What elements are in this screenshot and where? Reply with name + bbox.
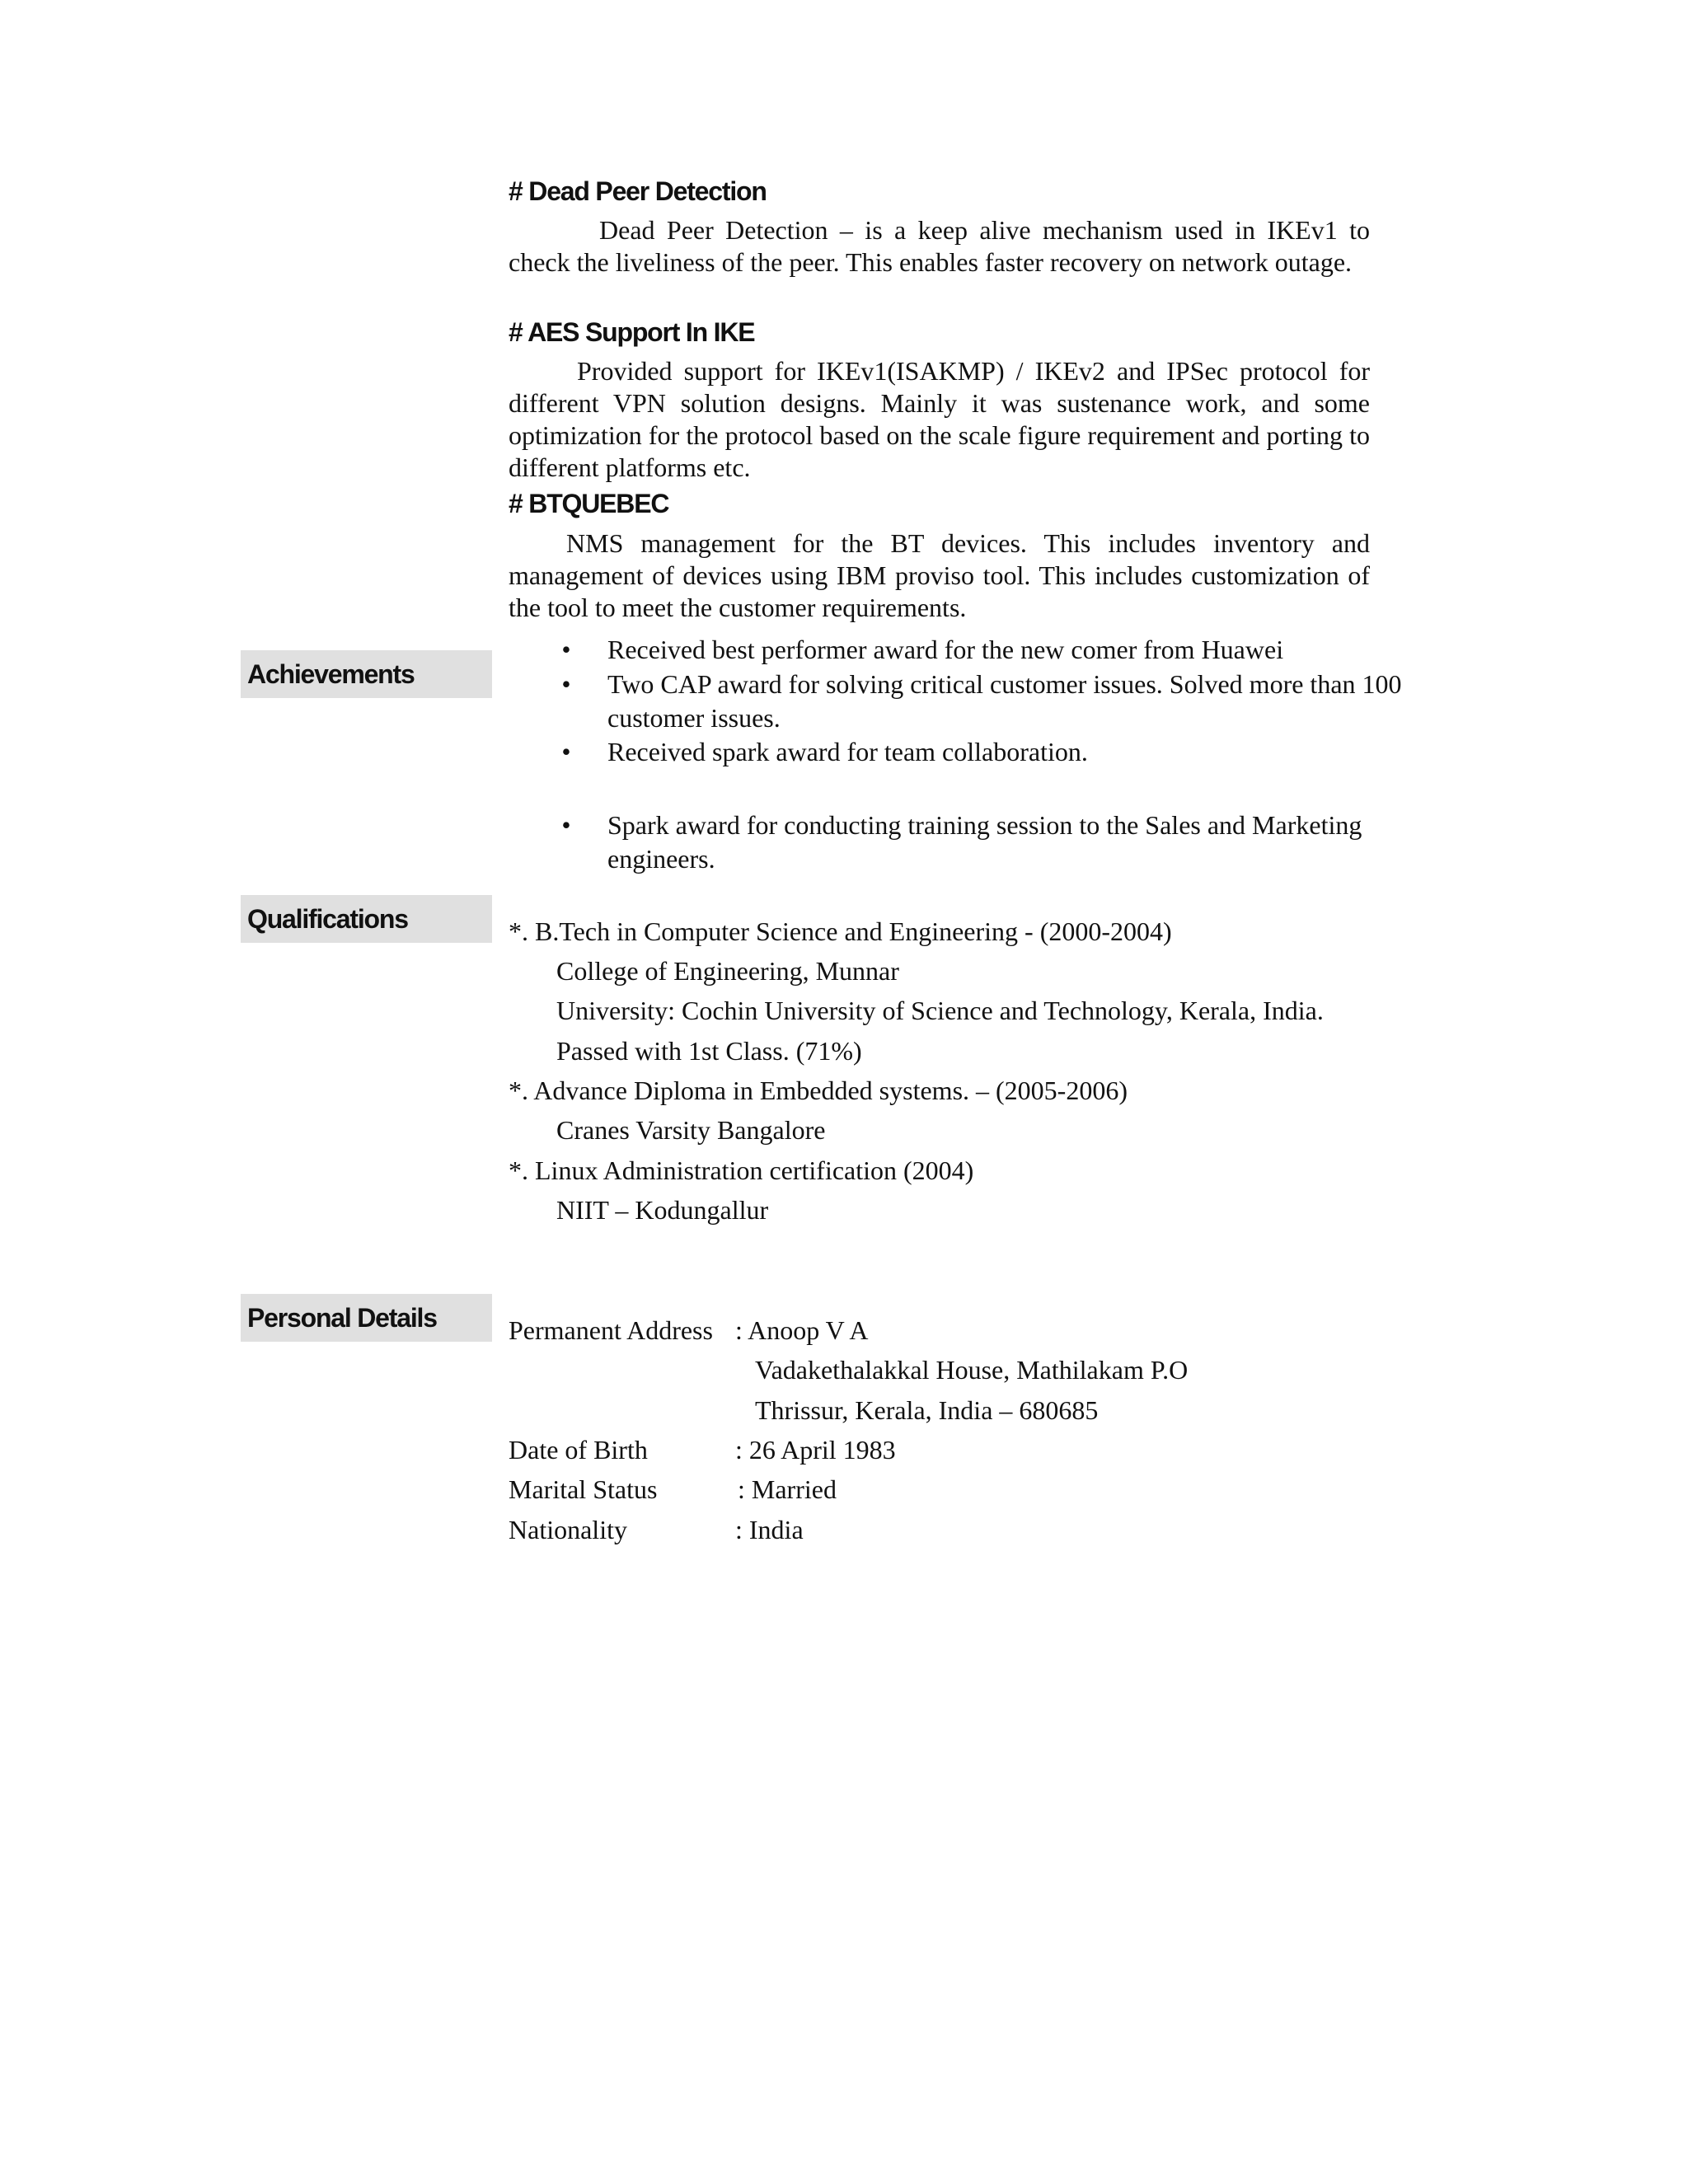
achievement-item	[509, 735, 1415, 769]
permanent-address-value: Vadakethalakkal House, Mathilakam P.O	[755, 1355, 1189, 1385]
nationality-value: : India	[735, 1515, 804, 1544]
project-text-aes-support: Provided support for IKEv1(ISAKMP) / IKEv2 and IPSec protocol for different VPN solution designs. Mainly it was sustenance work, and some optimization for the protocol based on the scale figure requirement and porting to different platforms etc.	[509, 356, 1370, 482]
achievement-text: Spark award for conducting training session to the Sales and Marketing engineers.	[607, 810, 1362, 874]
nationality-label: Nationality	[509, 1515, 627, 1544]
achievement-item	[509, 633, 1415, 667]
date-of-birth-value: : 26 April 1983	[735, 1435, 896, 1465]
project-text-btquebec: NMS management for the BT devices. This includes inventory and management of devices using IBM proviso tool. This includes customization of the tool to meet the customer requirements.	[509, 528, 1370, 622]
permanent-address-value: Thrissur, Kerala, India – 680685	[755, 1395, 1099, 1425]
project-heading-aes-support: # AES Support In IKE	[509, 317, 755, 347]
bullet-icon: •	[561, 635, 571, 664]
bullet-icon: •	[561, 669, 571, 699]
achievement-item	[509, 668, 1415, 735]
qualification-diploma: *. Advance Diploma in Embedded systems. – (2005-2006)	[509, 1076, 1128, 1105]
qualification-detail: University: Cochin University of Science and Technology, Kerala, India.	[556, 996, 1324, 1025]
section-label-personal-details: Personal Details	[241, 1294, 492, 1342]
qualification-detail: NIIT – Kodungallur	[556, 1195, 769, 1225]
project-heading-btquebec: # BTQUEBEC	[509, 489, 669, 518]
qualification-detail: Cranes Varsity Bangalore	[556, 1115, 826, 1145]
qualification-degree: *. B.Tech in Computer Science and Engineering - (2000-2004)	[509, 916, 1172, 946]
marital-status-value: : Married	[738, 1474, 837, 1504]
achievement-text: Two CAP award for solving critical customer issues. Solved more than 100 customer issues.	[607, 669, 1402, 733]
qualification-detail: College of Engineering, Munnar	[556, 956, 899, 986]
bullet-icon: •	[561, 810, 571, 840]
qualification-certification: *. Linux Administration certification (2004)	[509, 1155, 974, 1185]
bullet-icon: •	[561, 737, 571, 766]
marital-status-label: Marital Status	[509, 1474, 658, 1504]
section-label-qualifications: Qualifications	[241, 895, 492, 943]
project-text-dead-peer-detection: Dead Peer Detection – is a keep alive mechanism used in IKEv1 to check the liveliness of the peer. This enables faster recovery on network outage.	[509, 215, 1370, 277]
achievement-item	[509, 808, 1415, 876]
section-label-achievements: Achievements	[241, 650, 492, 698]
project-heading-dead-peer-detection: # Dead Peer Detection	[509, 176, 767, 206]
qualification-detail: Passed with 1st Class. (71%)	[556, 1036, 862, 1066]
permanent-address-label: Permanent Address	[509, 1315, 713, 1345]
achievement-text: Received best performer award for the new comer from Huawei	[607, 635, 1284, 664]
achievement-text: Received spark award for team collaboration.	[607, 737, 1088, 766]
permanent-address-value: : Anoop V A	[735, 1315, 869, 1345]
date-of-birth-label: Date of Birth	[509, 1435, 648, 1465]
